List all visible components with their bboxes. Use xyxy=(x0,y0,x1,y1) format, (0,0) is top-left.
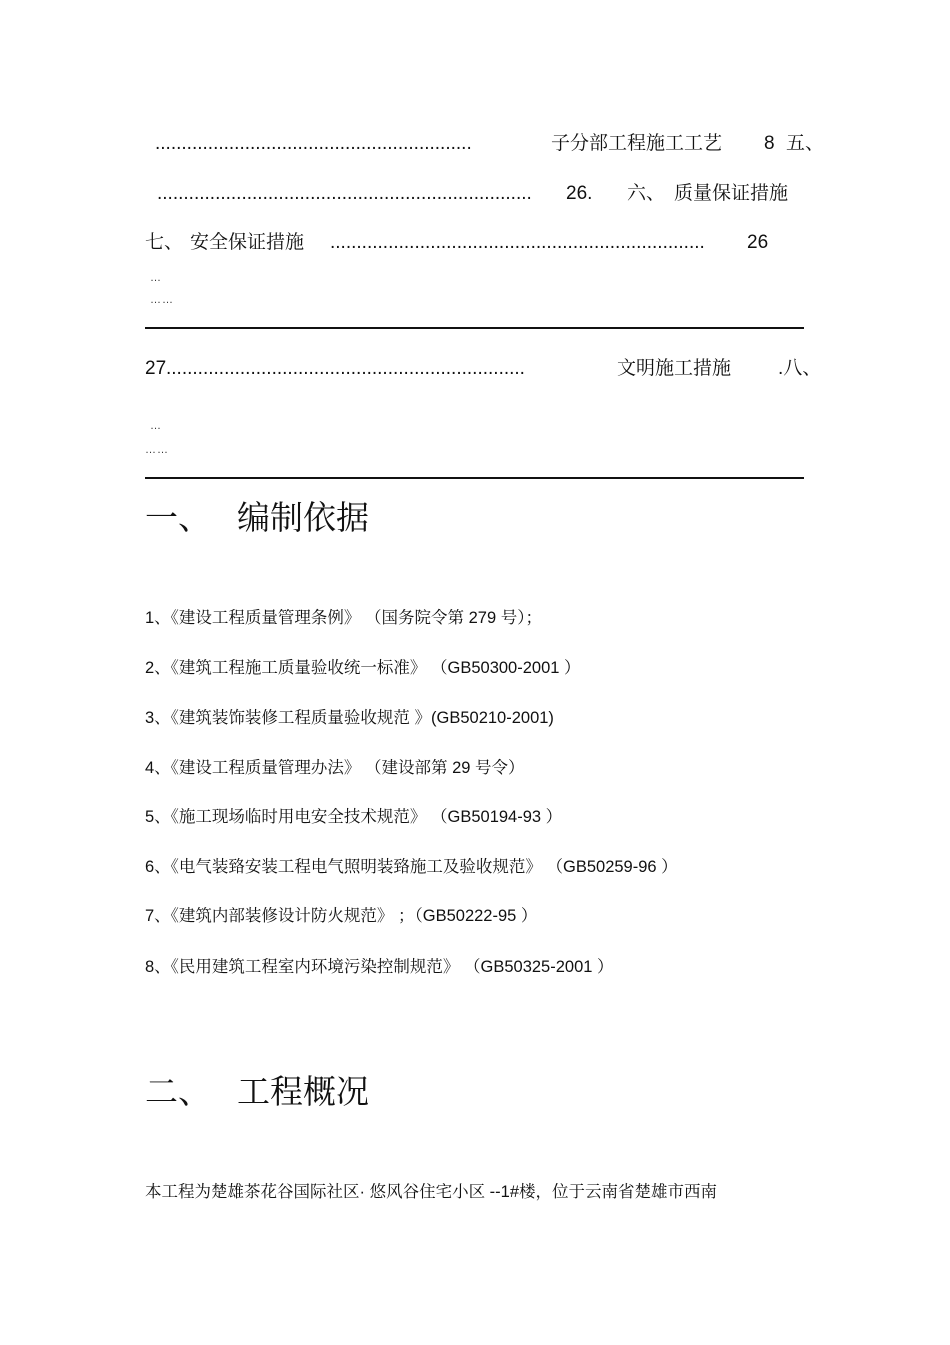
toc-page: 27 xyxy=(145,358,167,379)
toc-page-number xyxy=(747,231,768,255)
toc-next-number xyxy=(786,132,824,156)
reference-item: 5、《施工现场临时用电安全技术规范》 （GB50194-93 ） xyxy=(145,808,563,826)
reference-item: 6、《电气装臵安装工程电气照明装臵施工及验收规范》 （GB50259-96 ） xyxy=(145,858,678,876)
toc-title: 安全保证措施 xyxy=(190,232,305,253)
toc-line-4 xyxy=(166,357,525,381)
toc-page: 26 xyxy=(747,232,769,253)
toc-page: 26. xyxy=(566,183,593,204)
reference-item: 7、《建筑内部装修设计防火规范》 ；（GB50222-95 ） xyxy=(145,907,538,925)
reference-item: 2、《建筑工程施工质量验收统一标准》 （GB50300-2001 ） xyxy=(145,659,581,677)
reference-item: 3、《建筑装饰装修工程质量验收规范 》(GB50210-2001) xyxy=(145,709,554,727)
toc-entry-title xyxy=(190,231,304,255)
toc-page-number xyxy=(145,357,166,381)
toc-page-number xyxy=(764,132,775,156)
overview-paragraph: 本工程为楚雄茶花谷国际社区· 悠风谷住宅小区 --1#楼，位于云南省楚雄市西南 xyxy=(145,1183,718,1201)
toc-title: 质量保证措施 xyxy=(674,183,789,204)
toc-entry-title xyxy=(617,357,731,381)
toc-num: 七、 xyxy=(145,232,184,253)
reference-item: 1、《建设工程质量管理条例》 （国务院令第 279 号）； xyxy=(145,609,542,627)
toc-line-1 xyxy=(155,132,472,156)
section-heading-number: 二、 xyxy=(145,1073,211,1110)
toc-entry-number xyxy=(145,231,183,255)
section-heading-title: 工程概况 xyxy=(237,1073,369,1110)
toc-leader-fragment: … xyxy=(150,272,162,284)
toc-page: 8 xyxy=(764,133,775,154)
toc-leader-fragment: …… xyxy=(145,444,169,456)
toc-dots: ....................................................................... xyxy=(157,183,532,204)
toc-num: 五、 xyxy=(786,133,825,154)
toc-leader-fragment: …… xyxy=(150,294,174,306)
divider-line xyxy=(145,327,804,329)
divider-line xyxy=(145,477,804,479)
toc-line-2 xyxy=(157,182,532,206)
toc-title: 文明施工措施 xyxy=(617,358,732,379)
toc-leader-fragment: … xyxy=(150,420,162,432)
toc-title: 子分部工程施工工艺 xyxy=(551,133,723,154)
toc-num: .八、 xyxy=(778,358,822,379)
toc-dots: ....................................................................... xyxy=(330,232,705,253)
section-heading-title: 编制依据 xyxy=(237,499,369,536)
reference-item: 4、《建设工程质量管理办法》 （建设部第 29 号令） xyxy=(145,759,525,777)
toc-dots: .................................................................... xyxy=(166,358,525,379)
toc-entry-title xyxy=(551,132,722,156)
toc-page-number xyxy=(566,182,592,206)
toc-dots: ............................................................ xyxy=(155,133,472,154)
toc-entry-number xyxy=(627,182,665,206)
reference-item: 8、《民用建筑工程室内环境污染控制规范》 （GB50325-2001 ） xyxy=(145,958,614,976)
toc-line-3 xyxy=(330,231,705,255)
toc-next-number xyxy=(778,357,821,381)
toc-entry-title xyxy=(674,182,788,206)
section-heading-number: 一、 xyxy=(145,499,211,536)
toc-num: 六、 xyxy=(627,183,666,204)
